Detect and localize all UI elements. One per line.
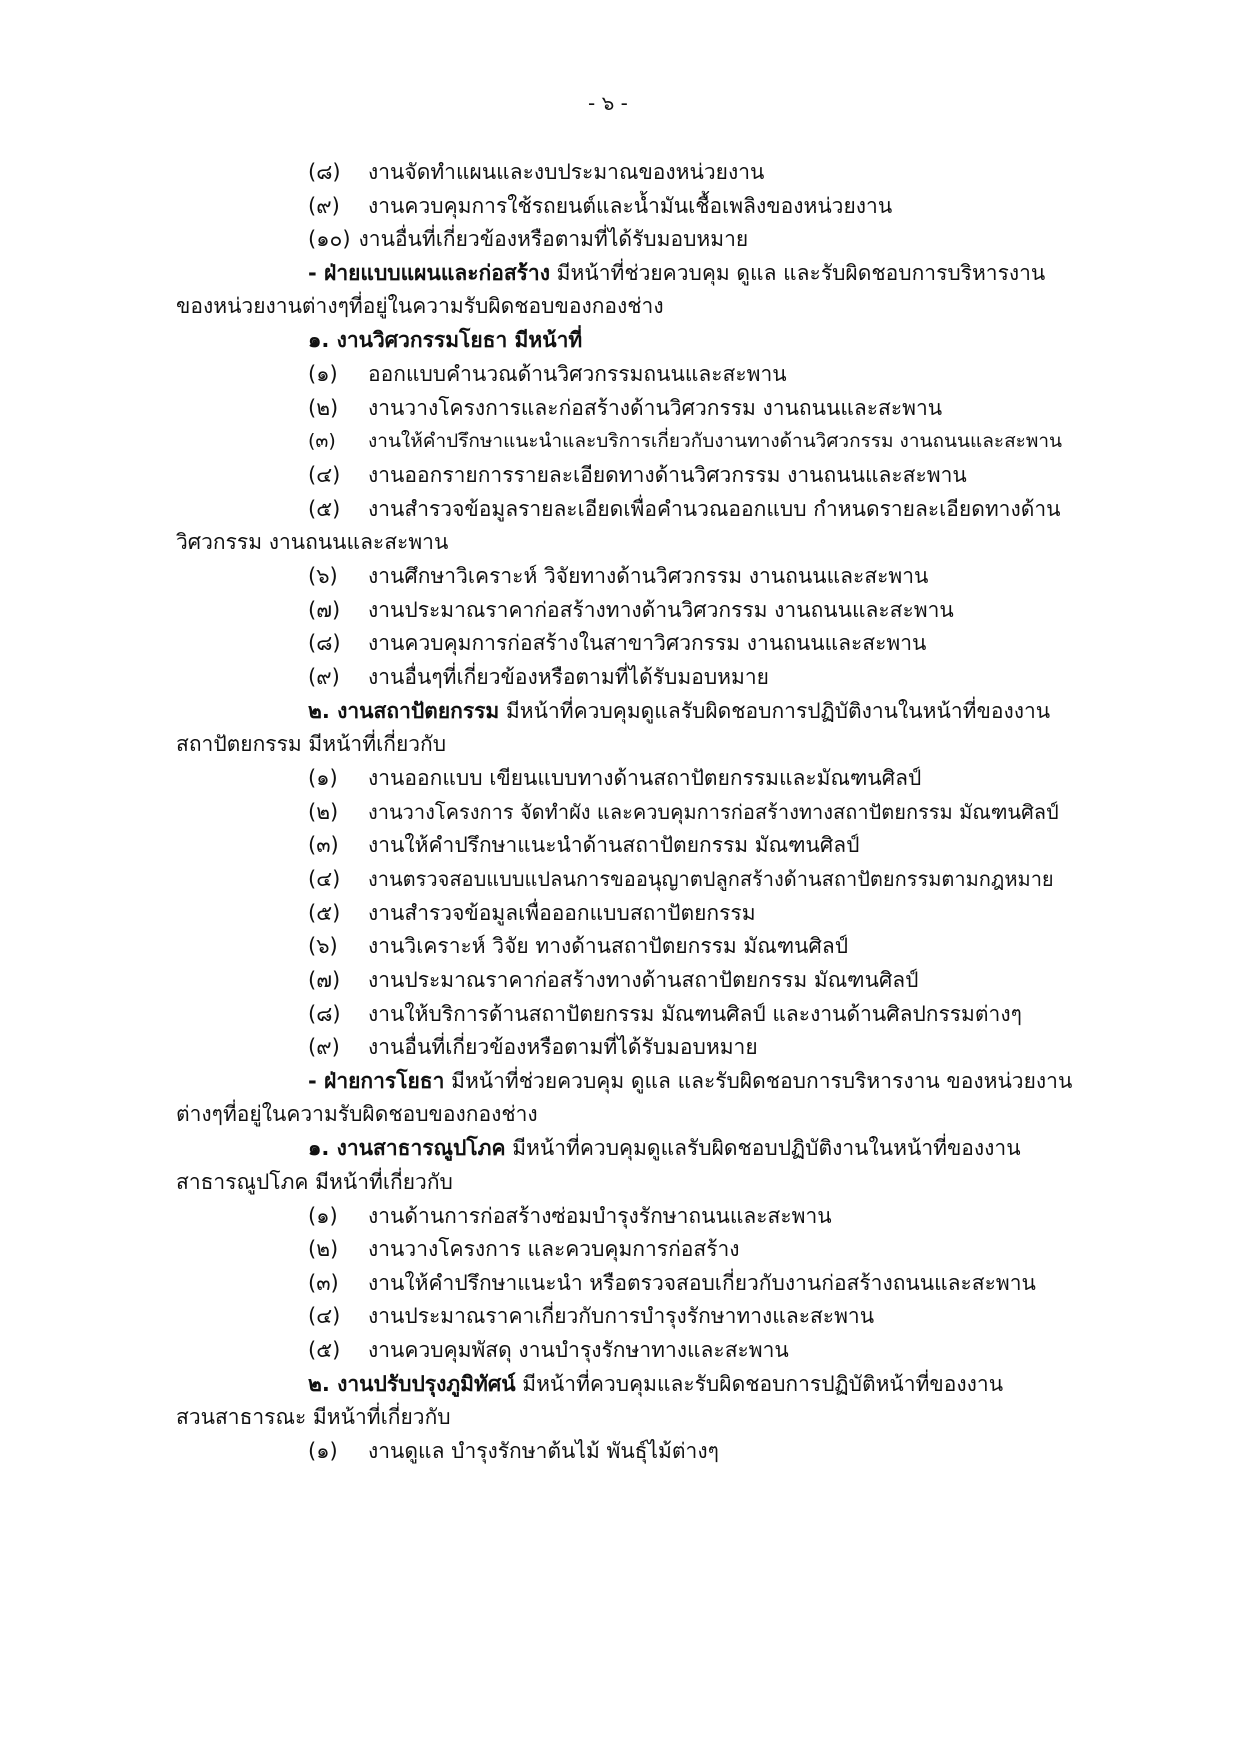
list-item bbox=[308, 561, 928, 591]
section-intro-line2: ต่างๆที่อยู่ในความรับผิดชอบของกองช่าง bbox=[176, 1102, 538, 1126]
item-number: (๕) bbox=[308, 1338, 341, 1362]
page-number: - ๖ - bbox=[588, 91, 628, 115]
section-intro-line2: ของหน่วยงานต่างๆที่อยู่ในความรับผิดชอบของกองช่าง bbox=[176, 294, 664, 318]
section-heading: - ฝ่ายการโยธา bbox=[308, 1069, 445, 1093]
subsection-heading-utility: ๑. งานสาธารณูปโภค bbox=[308, 1136, 506, 1160]
list-item bbox=[308, 931, 848, 961]
section-intro-text: มีหน้าที่ช่วยควบคุม ดูแล และรับผิดชอบการบริหารงาน bbox=[549, 261, 1046, 285]
item-number: (๔) bbox=[308, 463, 341, 487]
item-text: งานวิเคราะห์ วิจัย ทางด้านสถาปัตยกรรม มัณฑนศิลป์ bbox=[368, 934, 849, 958]
list-item bbox=[308, 1335, 789, 1365]
list-item bbox=[308, 595, 954, 625]
item-text: งานด้านการก่อสร้างซ่อมบำรุงรักษาถนนและสะพาน bbox=[368, 1204, 832, 1228]
list-item bbox=[308, 763, 921, 793]
list-item bbox=[308, 999, 1022, 1029]
subsection-intro-landscape bbox=[308, 1369, 1003, 1399]
section-heading: - ฝ่ายแบบแผนและก่อสร้าง bbox=[308, 261, 550, 285]
list-item bbox=[308, 191, 892, 221]
subsection-intro-text: มีหน้าที่ควบคุมดูแลรับผิดชอบปฏิบัติงานในหน้าที่ของงาน bbox=[505, 1136, 1021, 1160]
list-item bbox=[308, 628, 926, 658]
subsection-intro-line2: สาธารณูปโภค มีหน้าที่เกี่ยวกับ bbox=[176, 1170, 453, 1194]
item-text: งานให้คำปรึกษาแนะนำ หรือตรวจสอบเกี่ยวกับงานก่อสร้างถนนและสะพาน bbox=[368, 1271, 1036, 1295]
item-number: (๖) bbox=[308, 934, 338, 958]
subsection-intro-line2: สถาปัตยกรรม มีหน้าที่เกี่ยวกับ bbox=[176, 732, 447, 756]
list-item bbox=[308, 494, 1061, 524]
item-number: (๑๐) bbox=[308, 227, 351, 251]
list-item bbox=[308, 1032, 758, 1062]
item-number: (๘) bbox=[308, 160, 341, 184]
subsection-intro-line2: สวนสาธารณะ มีหน้าที่เกี่ยวกับ bbox=[176, 1405, 451, 1429]
item-text: งานออกแบบ เขียนแบบทางด้านสถาปัตยกรรมและมัณฑนศิลป์ bbox=[368, 766, 922, 790]
list-item bbox=[308, 898, 756, 928]
item-text: งานประมาณราคาเกี่ยวกับการบำรุงรักษาทางและสะพาน bbox=[368, 1304, 875, 1328]
item-text: งานให้คำปรึกษาแนะนำและบริการเกี่ยวกับงานทางด้านวิศวกรรม งานถนนและสะพาน bbox=[368, 430, 1063, 452]
item-text: งานควบคุมการใช้รถยนต์และน้ำมันเชื้อเพลิงของหน่วยงาน bbox=[368, 194, 893, 218]
section-intro-design bbox=[308, 258, 1045, 288]
item-text: งานจัดทำแผนและงบประมาณของหน่วยงาน bbox=[368, 160, 765, 184]
item-text: ออกแบบคำนวณด้านวิศวกรรมถนนและสะพาน bbox=[368, 362, 787, 386]
item-text: งานศึกษาวิเคราะห์ วิจัยทางด้านวิศวกรรม งานถนนและสะพาน bbox=[368, 564, 929, 588]
item-number: (๒) bbox=[308, 396, 339, 420]
list-item bbox=[308, 460, 967, 490]
item-number: (๖) bbox=[308, 564, 338, 588]
item-number: (๗) bbox=[308, 598, 341, 622]
list-item bbox=[308, 1268, 1036, 1298]
item-number: (๘) bbox=[308, 1002, 341, 1026]
list-item bbox=[308, 965, 919, 995]
list-item bbox=[308, 224, 748, 254]
item-number: (๓) bbox=[308, 430, 336, 452]
subsection-intro-arch bbox=[308, 696, 1050, 726]
item-text: งานให้คำปรึกษาแนะนำด้านสถาปัตยกรรม มัณฑนศิลป์ bbox=[368, 833, 860, 857]
list-item bbox=[308, 157, 764, 187]
subsection-intro-utility bbox=[308, 1133, 1021, 1163]
item-number: (๓) bbox=[308, 1271, 339, 1295]
item-number: (๙) bbox=[308, 1035, 340, 1059]
item-number: (๑) bbox=[308, 1204, 338, 1228]
list-item bbox=[308, 393, 942, 423]
item-number: (๙) bbox=[308, 665, 340, 689]
list-item bbox=[308, 1201, 832, 1231]
list-item bbox=[308, 1436, 719, 1466]
subsection-intro-text: มีหน้าที่ควบคุมและรับผิดชอบการปฏิบัติหน้าที่ของงาน bbox=[515, 1372, 1004, 1396]
list-item bbox=[308, 662, 769, 692]
list-item bbox=[308, 1301, 874, 1331]
subsection-heading-arch: ๒. งานสถาปัตยกรรม bbox=[308, 699, 500, 723]
section-intro-text: มีหน้าที่ช่วยควบคุม ดูแล และรับผิดชอบการบริหารงาน ของหน่วยงาน bbox=[444, 1069, 1073, 1093]
item-text: งานควบคุมการก่อสร้างในสาขาวิศวกรรม งานถนนและสะพาน bbox=[368, 631, 927, 655]
item-text: งานอื่นๆที่เกี่ยวข้องหรือตามที่ได้รับมอบหมาย bbox=[368, 665, 769, 689]
item-number: (๒) bbox=[308, 1237, 339, 1261]
item-number: (๙) bbox=[308, 194, 340, 218]
item-text: งานอื่นที่เกี่ยวข้องหรือตามที่ได้รับมอบหมาย bbox=[358, 227, 749, 251]
item-number: (๑) bbox=[308, 362, 338, 386]
list-item bbox=[308, 864, 1054, 894]
item-text: งานตรวจสอบแบบแปลนการขออนุญาตปลูกสร้างด้านสถาปัตยกรรมตามกฎหมาย bbox=[368, 867, 1054, 891]
item-number: (๑) bbox=[308, 766, 338, 790]
item-text: งานดูแล บำรุงรักษาต้นไม้ พันธุ์ไม้ต่างๆ bbox=[368, 1439, 719, 1463]
subsection-heading-civil: ๑. งานวิศวกรรมโยธา มีหน้าที่ bbox=[308, 328, 583, 352]
item-number: (๘) bbox=[308, 631, 341, 655]
item-text: งานออกรายการรายละเอียดทางด้านวิศวกรรม งานถนนและสะพาน bbox=[368, 463, 967, 487]
item-text: งานประมาณราคาก่อสร้างทางด้านสถาปัตยกรรม มัณฑนศิลป์ bbox=[368, 968, 919, 992]
subsection-heading-landscape: ๒. งานปรับปรุงภูมิทัศน์ bbox=[308, 1372, 516, 1396]
section-intro-works bbox=[308, 1066, 1072, 1096]
item-number: (๔) bbox=[308, 867, 341, 891]
list-item bbox=[308, 426, 1062, 456]
item-text: งานควบคุมพัสดุ งานบำรุงรักษาทางและสะพาน bbox=[368, 1338, 789, 1362]
item-number: (๒) bbox=[308, 800, 339, 824]
item-continuation: วิศวกรรม งานถนนและสะพาน bbox=[176, 530, 449, 554]
item-number: (๗) bbox=[308, 968, 341, 992]
subsection-intro-text: มีหน้าที่ควบคุมดูแลรับผิดชอบการปฏิบัติงานในหน้าที่ของงาน bbox=[499, 699, 1051, 723]
item-text: งานวางโครงการ จัดทำผัง และควบคุมการก่อสร้างทางสถาปัตยกรรม มัณฑนศิลป์ bbox=[368, 800, 1059, 824]
item-text: งานสำรวจข้อมูลเพื่อออกแบบสถาปัตยกรรม bbox=[368, 901, 756, 925]
list-item bbox=[308, 797, 1059, 827]
item-text: งานประมาณราคาก่อสร้างทางด้านวิศวกรรม งานถนนและสะพาน bbox=[368, 598, 954, 622]
item-text: งานให้บริการด้านสถาปัตยกรรม มัณฑนศิลป์ และงานด้านศิลปกรรมต่างๆ bbox=[368, 1002, 1022, 1026]
item-text: งานวางโครงการและก่อสร้างด้านวิศวกรรม งานถนนและสะพาน bbox=[368, 396, 943, 420]
item-number: (๕) bbox=[308, 901, 341, 925]
item-number: (๔) bbox=[308, 1304, 341, 1328]
item-number: (๕) bbox=[308, 497, 341, 521]
list-item bbox=[308, 1234, 740, 1264]
item-text: งานวางโครงการ และควบคุมการก่อสร้าง bbox=[368, 1237, 740, 1261]
item-text: งานสำรวจข้อมูลรายละเอียดเพื่อคำนวณออกแบบ กำหนดรายละเอียดทางด้าน bbox=[368, 497, 1061, 521]
item-number: (๑) bbox=[308, 1439, 338, 1463]
list-item bbox=[308, 830, 859, 860]
item-number: (๓) bbox=[308, 833, 339, 857]
item-text: งานอื่นที่เกี่ยวข้องหรือตามที่ได้รับมอบหมาย bbox=[368, 1035, 758, 1059]
list-item bbox=[308, 359, 787, 389]
